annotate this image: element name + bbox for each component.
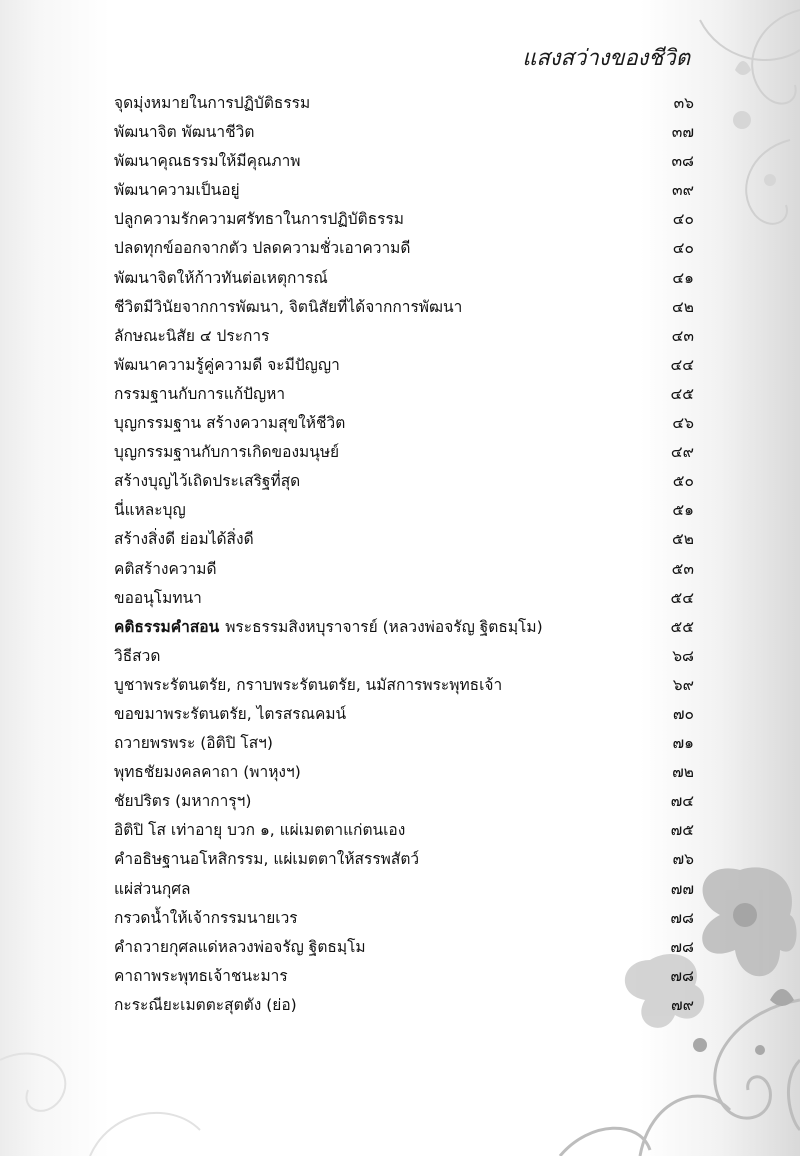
toc-entry-page-number: ๔๓ bbox=[671, 326, 694, 345]
toc-entry bbox=[114, 991, 694, 1020]
toc-entry-title bbox=[114, 991, 297, 1020]
toc-entry bbox=[114, 642, 694, 671]
toc-entry-page-number: ๕๔ bbox=[670, 588, 694, 607]
toc-entry-title-text: พุทธชัยมงคลคาถา (พาหุงฯ) bbox=[114, 763, 301, 782]
toc-entry bbox=[114, 205, 694, 234]
toc-entry-title-text: ปลูกความรักความศรัทธาในการปฏิบัติธรรม bbox=[114, 210, 405, 229]
toc-entry bbox=[114, 118, 694, 147]
toc-entry-title-text: คำถวายกุศลแด่หลวงพ่อจรัญ ฐิตธมฺโม bbox=[114, 937, 366, 956]
toc-entry-title-text: คติสร้างความดี bbox=[114, 559, 217, 578]
toc-entry bbox=[114, 933, 694, 962]
toc-entry bbox=[114, 816, 694, 845]
toc-entry-page-number: ๔๖ bbox=[672, 414, 694, 433]
toc-entry-title bbox=[114, 613, 543, 642]
toc-entry-page-number: ๗๔ bbox=[670, 792, 694, 811]
toc-entry-title bbox=[114, 293, 462, 322]
toc-entry bbox=[114, 264, 694, 293]
toc-entry bbox=[114, 613, 694, 642]
toc-entry-title bbox=[114, 438, 339, 467]
toc-entry-title bbox=[114, 264, 328, 293]
toc-entry-title bbox=[114, 875, 191, 904]
toc-entry-page-number: ๗๘ bbox=[670, 908, 694, 927]
toc-entry-page-number: ๓๖ bbox=[673, 94, 694, 112]
toc-entry-title bbox=[114, 380, 285, 409]
toc-entry-page-number: ๕๕ bbox=[670, 617, 694, 636]
toc-entry-title bbox=[114, 671, 502, 700]
toc-entry bbox=[114, 234, 694, 263]
toc-entry-title-text: ชีวิตมีวินัยจากการพัฒนา, จิตนิสัยที่ได้จากการพัฒนา bbox=[114, 297, 463, 316]
toc-entry bbox=[114, 700, 694, 729]
toc-entry-title-text: ลักษณะนิสัย ๔ ประการ bbox=[114, 326, 270, 345]
toc-entry-title bbox=[114, 176, 240, 205]
toc-entry-title-text: คาถาพระพุทธเจ้าชนะมาร bbox=[114, 966, 288, 985]
toc-entry bbox=[114, 787, 694, 816]
toc-entry-page-number: ๗๖ bbox=[672, 850, 694, 869]
toc-entry-title bbox=[114, 89, 310, 118]
toc-entry-title bbox=[114, 147, 300, 176]
toc-entry-page-number: ๓๙ bbox=[672, 181, 694, 200]
toc-entry bbox=[114, 496, 694, 525]
toc-entry-title bbox=[114, 816, 405, 845]
toc-entry-page-number: ๔๐ bbox=[672, 239, 694, 258]
toc-entry-title bbox=[114, 845, 419, 874]
toc-entry-title-text: พัฒนาความรู้คู่ความดี จะมีปัญญา bbox=[114, 355, 340, 374]
toc-entry-title-text: นี่แหละบุญ bbox=[114, 501, 186, 520]
toc-entry-page-number: ๗๘ bbox=[670, 966, 694, 985]
toc-entry bbox=[114, 758, 694, 787]
toc-entry-title-text: สร้างสิ่งดี ย่อมได้สิ่งดี bbox=[114, 530, 254, 549]
toc-entry-title-text: วิธีสวด bbox=[114, 646, 161, 665]
toc-entry-title-text: กรรมฐานกับการแก้ปัญหา bbox=[114, 384, 286, 403]
toc-entry-page-number: ๗๘ bbox=[670, 937, 694, 956]
toc-entry-title-text: ขออนุโมทนา bbox=[114, 588, 202, 607]
toc-entry-title bbox=[114, 467, 300, 496]
toc-entry bbox=[114, 147, 694, 176]
toc-entry bbox=[114, 438, 694, 467]
toc-entry-title bbox=[114, 962, 288, 991]
toc-entry-page-number: ๔๕ bbox=[670, 384, 694, 403]
toc-entry-title-text: พัฒนาคุณธรรมให้มีคุณภาพ bbox=[114, 152, 301, 171]
toc-entry-page-number: ๓๘ bbox=[671, 152, 694, 171]
toc-entry-title bbox=[114, 409, 345, 438]
toc-entry-title-text: อิติปิ โส เท่าอายุ บวก ๑, แผ่เมตตาแก่ตนเอง bbox=[114, 821, 406, 840]
toc-entry-title-text: จุดมุ่งหมายในการปฏิบัติธรรม bbox=[114, 94, 311, 112]
toc-entry bbox=[114, 467, 694, 496]
toc-entry-title bbox=[114, 904, 298, 933]
toc-entry-title bbox=[114, 933, 366, 962]
toc-entry-title-text: พระธรรมสิงหบุราจารย์ (หลวงพ่อจรัญ ฐิตธมฺโม) bbox=[225, 617, 543, 636]
toc-entry-title bbox=[114, 205, 404, 234]
toc-entry-title bbox=[114, 584, 202, 613]
toc-entry-page-number: ๕๑ bbox=[672, 501, 694, 520]
toc-entry-title bbox=[114, 555, 217, 584]
table-of-contents bbox=[114, 89, 694, 1020]
toc-entry bbox=[114, 89, 694, 118]
toc-entry-page-number: ๗๒ bbox=[672, 763, 694, 782]
toc-entry bbox=[114, 176, 694, 205]
toc-entry-title bbox=[114, 496, 186, 525]
toc-entry-title-text: กรวดน้ำให้เจ้ากรรมนายเวร bbox=[114, 908, 298, 927]
toc-entry bbox=[114, 962, 694, 991]
toc-entry-page-number: ๔๙ bbox=[670, 443, 694, 462]
toc-entry-title-text: พัฒนาจิตให้ก้าวทันต่อเหตุการณ์ bbox=[114, 268, 328, 287]
toc-entry bbox=[114, 845, 694, 874]
toc-entry-title bbox=[114, 351, 340, 380]
toc-entry-page-number: ๖๘ bbox=[672, 646, 694, 665]
toc-entry-page-number: ๕๐ bbox=[672, 472, 694, 491]
toc-entry bbox=[114, 380, 694, 409]
toc-entry bbox=[114, 904, 694, 933]
toc-entry-page-number: ๕๓ bbox=[671, 559, 694, 578]
toc-entry-page-number: ๗๐ bbox=[672, 704, 694, 723]
toc-entry bbox=[114, 671, 694, 700]
toc-entry-page-number: ๔๔ bbox=[670, 355, 694, 374]
toc-entry-title bbox=[114, 642, 160, 671]
toc-entry-title-text: ขอขมาพระรัตนตรัย, ไตรสรณคมน์ bbox=[114, 704, 347, 723]
toc-entry-page-number: ๗๙ bbox=[670, 995, 694, 1014]
toc-entry-page-number: ๔๑ bbox=[672, 268, 694, 287]
toc-entry-title-text: กะระณียะเมตตะสุตตัง (ย่อ) bbox=[114, 995, 297, 1014]
toc-entry-title-text: พัฒนาความเป็นอยู่ bbox=[114, 181, 240, 200]
toc-entry-title-text: บูชาพระรัตนตรัย, กราบพระรัตนตรัย, นมัสการพระพุทธเจ้า bbox=[114, 675, 503, 694]
toc-entry-title-text: แผ่ส่วนกุศล bbox=[114, 879, 191, 898]
toc-entry bbox=[114, 729, 694, 758]
page-header-title: แสงสว่างของชีวิต bbox=[522, 46, 690, 71]
toc-entry bbox=[114, 322, 694, 351]
toc-entry bbox=[114, 875, 694, 904]
toc-entry-title bbox=[114, 322, 269, 351]
toc-entry-title-text: ถวายพรพระ (อิติปิ โสฯ) bbox=[114, 734, 273, 753]
toc-entry bbox=[114, 584, 694, 613]
toc-entry-title-text: ปลดทุกข์ออกจากตัว ปลดความชั่วเอาความดี bbox=[114, 239, 411, 258]
toc-entry-page-number: ๗๕ bbox=[670, 821, 694, 840]
toc-entry-title-text: บุญกรรมฐาน สร้างความสุขให้ชีวิต bbox=[114, 414, 346, 433]
toc-entry-page-number: ๖๙ bbox=[672, 675, 694, 694]
toc-entry-title-text: บุญกรรมฐานกับการเกิดของมนุษย์ bbox=[114, 443, 340, 462]
toc-entry bbox=[114, 351, 694, 380]
toc-entry-title bbox=[114, 700, 346, 729]
toc-entry-page-number: ๗๑ bbox=[672, 734, 694, 753]
toc-entry bbox=[114, 409, 694, 438]
toc-entry-page-number: ๕๒ bbox=[672, 530, 694, 549]
toc-entry-page-number: ๓๗ bbox=[671, 123, 694, 142]
toc-entry-title bbox=[114, 118, 254, 147]
toc-entry-title-text: คำอธิษฐานอโหสิกรรม, แผ่เมตตาให้สรรพสัตว์ bbox=[114, 850, 420, 869]
toc-entry-title bbox=[114, 787, 251, 816]
toc-entry-page-number: ๗๗ bbox=[670, 879, 694, 898]
toc-entry bbox=[114, 525, 694, 554]
toc-entry bbox=[114, 293, 694, 322]
toc-entry bbox=[114, 555, 694, 584]
toc-entry-title-text: พัฒนาจิต พัฒนาชีวิต bbox=[114, 123, 255, 142]
toc-entry-title bbox=[114, 525, 254, 554]
toc-entry-title bbox=[114, 729, 273, 758]
toc-entry-title-text: ชัยปริตร (มหาการุฯ) bbox=[114, 792, 252, 811]
toc-entry-title bbox=[114, 758, 301, 787]
toc-entry-bold-label: คติธรรมคำสอน bbox=[114, 617, 220, 636]
toc-entry-title-text: สร้างบุญไว้เถิดประเสริฐที่สุด bbox=[114, 472, 301, 491]
toc-entry-page-number: ๔๒ bbox=[672, 297, 694, 316]
toc-entry-page-number: ๔๐ bbox=[672, 210, 694, 229]
toc-entry-title bbox=[114, 234, 410, 263]
